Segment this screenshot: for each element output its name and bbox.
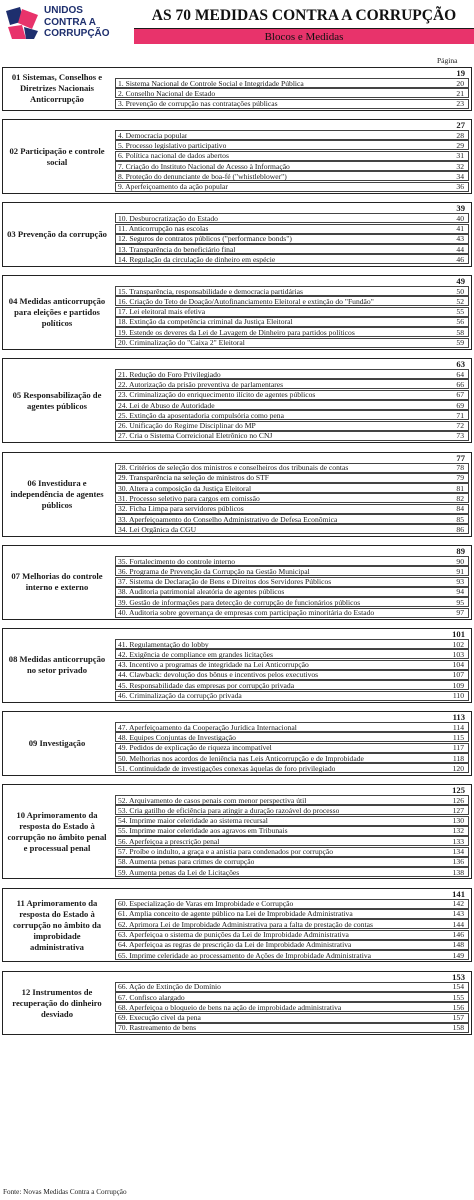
measure-label: 39. Gestão de informações para detecção de corrupção de funcionários públicos xyxy=(118,597,361,607)
measure-page: 158 xyxy=(452,1023,464,1033)
measure-row xyxy=(115,327,469,337)
measure-row xyxy=(115,940,469,950)
measure-row xyxy=(115,722,469,732)
measure-row xyxy=(115,899,469,909)
measure-row xyxy=(115,836,469,846)
measure-label: 34. Lei Orgânica da CGU xyxy=(118,524,197,534)
measure-page: 44 xyxy=(456,244,464,254)
measure-page: 59 xyxy=(456,338,464,348)
measure-row xyxy=(115,857,469,867)
measure-label: 21. Redução do Foro Privilegiado xyxy=(118,369,221,379)
measure-page: 154 xyxy=(452,982,464,992)
measure-label: 19. Estende os deveres da Lei de Lavagem de Dinheiro para partidos políticos xyxy=(118,327,355,337)
measure-page: 73 xyxy=(456,431,464,441)
measure-label: 15. Transparência, responsabilidade e democracia partidárias xyxy=(118,286,303,296)
measure-label: 5. Processo legislativo participativo xyxy=(118,140,227,150)
measure-page: 29 xyxy=(456,140,464,150)
measure-page: 109 xyxy=(452,680,464,690)
measure-label: 32. Ficha Limpa para servidores públicos xyxy=(118,504,244,514)
measure-row xyxy=(115,317,469,327)
measure-label: 64. Aperfeiçoa as regras de prescrição da Lei de Improbidade Administrativa xyxy=(118,940,352,950)
measure-row xyxy=(115,680,469,690)
measure-row xyxy=(115,867,469,877)
measure-label: 20. Criminalização do "Caixa 2" Eleitoral xyxy=(118,338,245,348)
measure-page: 93 xyxy=(456,577,464,587)
measure-page: 117 xyxy=(452,743,464,753)
measure-row xyxy=(115,182,469,192)
measure-label: 43. Incentivo a programas de integridade na Lei Anticorrupção xyxy=(118,660,309,670)
measure-page: 120 xyxy=(452,763,464,773)
measure-label: 46. Criminalização da corrupção privada xyxy=(118,691,242,701)
measure-label: 50. Melhorias nos acordos de leniência nas Leis Anticorrupção e de Improbidade xyxy=(118,753,364,763)
measure-label: 69. Execução cível da pena xyxy=(118,1013,201,1023)
measure-page: 78 xyxy=(456,463,464,473)
measure-page: 115 xyxy=(452,732,464,742)
measure-row xyxy=(115,78,469,88)
measure-label: 47. Aperfeiçoamento da Cooperação Jurídica Internacional xyxy=(118,722,297,732)
measure-label: 49. Pedidos de explicação de riqueza incompatível xyxy=(118,743,272,753)
measure-label: 35. Fortalecimento do controle interno xyxy=(118,556,236,566)
measure-label: 63. Aperfeiçoa o sistema de punições da Lei de Improbidade Administrativa xyxy=(118,930,349,940)
measure-page: 156 xyxy=(452,1002,464,1012)
measure-label: 1. Sistema Nacional de Controle Social e Integridade Pública xyxy=(118,78,304,88)
measure-page: 58 xyxy=(456,327,464,337)
section-title: 12 Instrumentos de recuperação do dinheiro desviado xyxy=(12,986,102,1019)
page-column-header: Página xyxy=(437,56,458,65)
measure-row xyxy=(115,566,469,576)
section-title: 10 Aprimoramento da resposta do Estado à corrupção no âmbito penal e processual penal xyxy=(7,809,107,853)
section-start-page: 153 xyxy=(452,971,465,982)
measure-row xyxy=(115,763,469,773)
section-title: 09 Investigação xyxy=(28,737,86,748)
measure-label: 27. Cria o Sistema Correicional Eletrônico no CNJ xyxy=(118,431,273,441)
measure-page: 149 xyxy=(452,950,464,960)
measure-label: 66. Ação de Extinção de Domínio xyxy=(118,982,221,992)
measure-label: 30. Altera a composição da Justiça Eleitoral xyxy=(118,483,252,493)
measure-page: 52 xyxy=(456,296,464,306)
measure-row xyxy=(115,950,469,960)
measure-label: 68. Aperfeiçoa o bloqueio de bens na ação de improbidade administrativa xyxy=(118,1002,342,1012)
section-start-page: 63 xyxy=(456,359,465,370)
section-title: 05 Responsabilização de agentes públicos xyxy=(12,389,102,411)
section-title: 07 Melhorias do controle interno e externo xyxy=(11,571,103,593)
section-title: 06 Investidura e independência de agentes públicos xyxy=(10,477,104,510)
measure-page: 103 xyxy=(452,649,464,659)
measure-row xyxy=(115,524,469,534)
page-title: AS 70 MEDIDAS CONTRA A CORRUPÇÃO xyxy=(151,7,457,24)
measure-row xyxy=(115,587,469,597)
measure-page: 143 xyxy=(452,909,464,919)
measure-row xyxy=(115,171,469,181)
measure-page: 43 xyxy=(456,234,464,244)
measure-row xyxy=(115,244,469,254)
measure-page: 21 xyxy=(456,88,464,98)
measure-page: 46 xyxy=(456,254,464,264)
section-start-page: 101 xyxy=(452,629,465,640)
measure-page: 91 xyxy=(456,566,464,576)
measure-label: 9. Aperfeiçoamento da ação popular xyxy=(118,182,228,192)
measure-row xyxy=(115,795,469,805)
measure-label: 8. Proteção do denunciante de boa-fé ("whistleblower") xyxy=(118,171,287,181)
section-title: 04 Medidas anticorrupção para eleições e partidos políticos xyxy=(8,295,106,328)
measure-label: 67. Confisco alargado xyxy=(118,992,185,1002)
measure-page: 95 xyxy=(456,597,464,607)
measure-row xyxy=(115,130,469,140)
section-title: 03 Prevenção da corrupção xyxy=(7,229,107,240)
measure-row xyxy=(115,816,469,826)
measure-label: 40. Auditoria sobre governança de empresas com participação minoritária do Estado xyxy=(118,608,375,617)
measure-page: 72 xyxy=(456,421,464,431)
measure-label: 58. Aumenta penas para crimes de corrupção xyxy=(118,857,255,867)
measure-label: 23. Criminalização do enriquecimento ilícito de agentes públicos xyxy=(118,390,316,400)
measure-page: 79 xyxy=(456,473,464,483)
measure-page: 40 xyxy=(456,213,464,223)
section-start-page: 49 xyxy=(456,276,465,287)
measure-label: 51. Continuidade de investigações conexas àquelas de foro privilegiado xyxy=(118,763,336,773)
measure-label: 65. Imprime celeridade ao processamento de Ações de Improbidade Administrativa xyxy=(118,950,372,960)
section-start-page: 125 xyxy=(452,785,465,795)
measure-page: 81 xyxy=(456,483,464,493)
measure-row xyxy=(115,140,469,150)
measure-label: 52. Arquivamento de casos penais com menor perspectiva útil xyxy=(118,795,307,805)
measure-row xyxy=(115,379,469,389)
measure-row xyxy=(115,151,469,161)
measure-row xyxy=(115,577,469,587)
measure-page: 50 xyxy=(456,286,464,296)
measure-row xyxy=(115,431,469,441)
measure-label: 24. Lei de Abuso de Autoridade xyxy=(118,400,215,410)
measure-page: 130 xyxy=(452,816,464,826)
measure-page: 23 xyxy=(456,99,464,109)
section-start-page: 77 xyxy=(456,452,465,463)
section-title: 02 Participação e controle social xyxy=(9,145,105,167)
measure-row xyxy=(115,649,469,659)
section-block xyxy=(2,628,472,703)
measure-label: 42. Exigência de compliance em grandes licitações xyxy=(118,649,273,659)
measure-row xyxy=(115,732,469,742)
measure-row xyxy=(115,805,469,815)
measure-label: 41. Regulamentação do lobby xyxy=(118,639,209,649)
measure-row xyxy=(115,307,469,317)
measure-label: 60. Especialização de Varas em Improbidade e Corrupção xyxy=(118,899,294,909)
measure-page: 133 xyxy=(452,836,464,846)
measure-row xyxy=(115,286,469,296)
measure-row xyxy=(115,639,469,649)
section-start-page: 27 xyxy=(456,120,465,131)
measure-page: 94 xyxy=(456,587,464,597)
measure-label: 29. Transparência na seleção de ministros do STF xyxy=(118,473,270,483)
measure-row xyxy=(115,597,469,607)
measure-page: 36 xyxy=(456,182,464,192)
measure-row xyxy=(115,161,469,171)
measure-row xyxy=(115,826,469,836)
measure-row xyxy=(115,369,469,379)
measure-page: 64 xyxy=(456,369,464,379)
measure-page: 110 xyxy=(452,691,464,701)
measure-label: 37. Sistema de Declaração de Bens e Direitos dos Servidores Públicos xyxy=(118,577,332,587)
section-block xyxy=(2,888,472,963)
measure-label: 55. Imprime maior celeridade aos agravos em Tribunais xyxy=(118,826,288,836)
measure-page: 84 xyxy=(456,504,464,514)
measure-label: 44. Clawback: devolução dos bônus e incentivos pelos executivos xyxy=(118,670,319,680)
measure-row xyxy=(115,504,469,514)
measure-page: 34 xyxy=(456,171,464,181)
section-title: 01 Sistemas, Conselhos e Diretrizes Nacionais Anticorrupção xyxy=(11,72,103,105)
measure-label: 6. Política nacional de dados abertos xyxy=(118,151,229,161)
measure-label: 38. Auditoria patrimonial aleatória de agentes públicos xyxy=(118,587,285,597)
measure-page: 144 xyxy=(452,919,464,929)
measure-row xyxy=(115,919,469,929)
measure-row xyxy=(115,691,469,701)
measure-page: 107 xyxy=(452,670,464,680)
measure-page: 66 xyxy=(456,379,464,389)
measure-row xyxy=(115,254,469,264)
page-subtitle: Blocos e Medidas xyxy=(264,30,344,43)
measure-label: 57. Proíbe o indulto, a graça e a anistia para condenados por corrupção xyxy=(118,847,334,856)
section-block xyxy=(2,119,472,194)
measure-label: 2. Conselho Nacional de Estado xyxy=(118,88,216,98)
measure-label: 7. Criação do Instituto Nacional de Acesso à Informação xyxy=(118,161,290,171)
measure-page: 97 xyxy=(456,608,464,617)
measure-row xyxy=(115,99,469,109)
measure-row xyxy=(115,608,469,618)
section-block xyxy=(2,784,472,879)
measure-row xyxy=(115,660,469,670)
measure-page: 148 xyxy=(452,940,464,950)
measure-label: 45. Responsabilidade das empresas por corrupção privada xyxy=(118,680,295,690)
measure-page: 20 xyxy=(456,78,464,88)
measure-row xyxy=(115,493,469,503)
measure-label: 11. Anticorrupção nas escolas xyxy=(118,224,209,234)
measure-page: 104 xyxy=(452,660,464,670)
measure-page: 138 xyxy=(452,867,464,877)
measure-label: 10. Desburocratização do Estado xyxy=(118,213,218,223)
measure-label: 18. Extinção da competência criminal da Justiça Eleitoral xyxy=(118,317,293,327)
measure-label: 70. Rastreamento de bens xyxy=(118,1023,197,1033)
section-block xyxy=(2,545,472,620)
measure-row xyxy=(115,390,469,400)
measure-row xyxy=(115,753,469,763)
measure-row xyxy=(115,338,469,348)
source-footer: Fonte: Novas Medidas Contra a Corrupção xyxy=(3,1188,127,1196)
logo-line-2: CONTRA A xyxy=(44,16,97,28)
measure-page: 71 xyxy=(456,410,464,420)
measure-label: 33. Aperfeiçoamento do Conselho Administrativo de Defesa Econômica xyxy=(118,514,338,524)
logo-line-3: CORRUPÇÃO xyxy=(44,28,110,39)
measure-row xyxy=(115,1023,469,1033)
section-title: 08 Medidas anticorrupção no setor privado xyxy=(8,654,106,676)
measure-page: 142 xyxy=(452,899,464,909)
measure-row xyxy=(115,483,469,493)
measure-row xyxy=(115,847,469,857)
measure-page: 67 xyxy=(456,390,464,400)
measure-page: 55 xyxy=(456,307,464,317)
measure-row xyxy=(115,1002,469,1012)
measure-page: 146 xyxy=(452,930,464,940)
measure-row xyxy=(115,296,469,306)
measure-page: 136 xyxy=(452,857,464,867)
measure-row xyxy=(115,463,469,473)
section-block xyxy=(2,358,472,443)
measure-page: 41 xyxy=(456,224,464,234)
measure-row xyxy=(115,213,469,223)
measure-label: 13. Transparência do beneficiário final xyxy=(118,244,236,254)
measure-row xyxy=(115,743,469,753)
measure-page: 82 xyxy=(456,493,464,503)
measure-row xyxy=(115,670,469,680)
measure-label: 14. Regulação da circulação de dinheiro em espécie xyxy=(118,254,276,264)
measure-page: 90 xyxy=(456,556,464,566)
section-start-page: 113 xyxy=(452,712,465,723)
measure-page: 31 xyxy=(456,151,464,161)
measure-page: 69 xyxy=(456,400,464,410)
measure-row xyxy=(115,224,469,234)
measure-page: 126 xyxy=(452,795,464,805)
section-start-page: 39 xyxy=(456,203,465,214)
measure-row xyxy=(115,400,469,410)
measure-row xyxy=(115,909,469,919)
section-block xyxy=(2,971,472,1036)
measure-row xyxy=(115,421,469,431)
measure-label: 28. Critérios de seleção dos ministros e conselheiros dos tribunais de contas xyxy=(118,463,349,473)
measure-row xyxy=(115,410,469,420)
measure-row xyxy=(115,514,469,524)
measure-page: 86 xyxy=(456,524,464,534)
measure-label: 3. Prevenção de corrupção nas contratações públicas xyxy=(118,99,278,109)
measure-page: 127 xyxy=(452,805,464,815)
measure-row xyxy=(115,930,469,940)
measure-label: 59. Aumenta penas da Lei de Licitações xyxy=(118,867,240,877)
measure-row xyxy=(115,992,469,1002)
section-title: 11 Aprimoramento da resposta do Estado à corrupção no âmbito da improbidade administrativa xyxy=(12,897,102,952)
section-block xyxy=(2,452,472,537)
section-start-page: 19 xyxy=(456,68,465,78)
measure-row xyxy=(115,88,469,98)
measure-label: 25. Extinção da aposentadoria compulsória como pena xyxy=(118,410,284,420)
section-start-page: 141 xyxy=(452,888,465,899)
measure-row xyxy=(115,982,469,992)
measure-label: 53. Cria gatilho de eficiência para atingir a duração razoável do processo xyxy=(118,805,340,815)
measure-label: 56. Aperfeiçoa a prescrição penal xyxy=(118,836,220,846)
measure-page: 85 xyxy=(456,514,464,524)
measure-label: 4. Democracia popular xyxy=(118,130,188,140)
measure-page: 155 xyxy=(452,992,464,1002)
measure-page: 157 xyxy=(452,1013,464,1023)
measure-row xyxy=(115,1013,469,1023)
section-block xyxy=(2,202,472,267)
measure-page: 102 xyxy=(452,639,464,649)
section-start-page: 89 xyxy=(456,546,465,556)
measure-label: 61. Amplia conceito de agente público na Lei de Improbidade Administrativa xyxy=(118,909,353,919)
measure-page: 114 xyxy=(452,722,464,732)
measure-label: 48. Equipes Conjuntas de Investigação xyxy=(118,732,236,742)
measure-label: 31. Processo seletivo para cargos em comissão xyxy=(118,493,260,503)
measure-row xyxy=(115,556,469,566)
measure-page: 28 xyxy=(456,130,464,140)
section-block xyxy=(2,67,472,111)
measure-label: 54. Imprime maior celeridade ao sistema recursal xyxy=(118,816,268,826)
measure-row xyxy=(115,234,469,244)
measure-label: 12. Seguros de contratos públicos ("performance bonds") xyxy=(118,234,292,244)
measure-page: 118 xyxy=(452,753,464,763)
measure-label: 26. Unificação do Regime Disciplinar do MP xyxy=(118,421,256,431)
measure-page: 56 xyxy=(456,317,464,327)
measure-page: 32 xyxy=(456,161,464,171)
measure-label: 16. Criação do Teto de Doação/Autofinanciamento Eleitoral e extinção do "Fundão" xyxy=(118,296,374,306)
section-block xyxy=(2,275,472,350)
logo-line-1: UNIDOS xyxy=(44,5,83,16)
measure-page: 134 xyxy=(452,847,464,856)
measure-label: 36. Programa de Prevenção da Corrupção na Gestão Municipal xyxy=(118,566,310,576)
measure-page: 132 xyxy=(452,826,464,836)
measure-label: 17. Lei eleitoral mais efetiva xyxy=(118,307,206,317)
measure-row xyxy=(115,473,469,483)
measure-label: 22. Autorização da prisão preventiva de parlamentares xyxy=(118,379,284,389)
measure-label: 62. Aprimora Lei de Improbidade Administrativa para a falta de prestação de contas xyxy=(118,919,373,929)
section-block xyxy=(2,711,472,776)
